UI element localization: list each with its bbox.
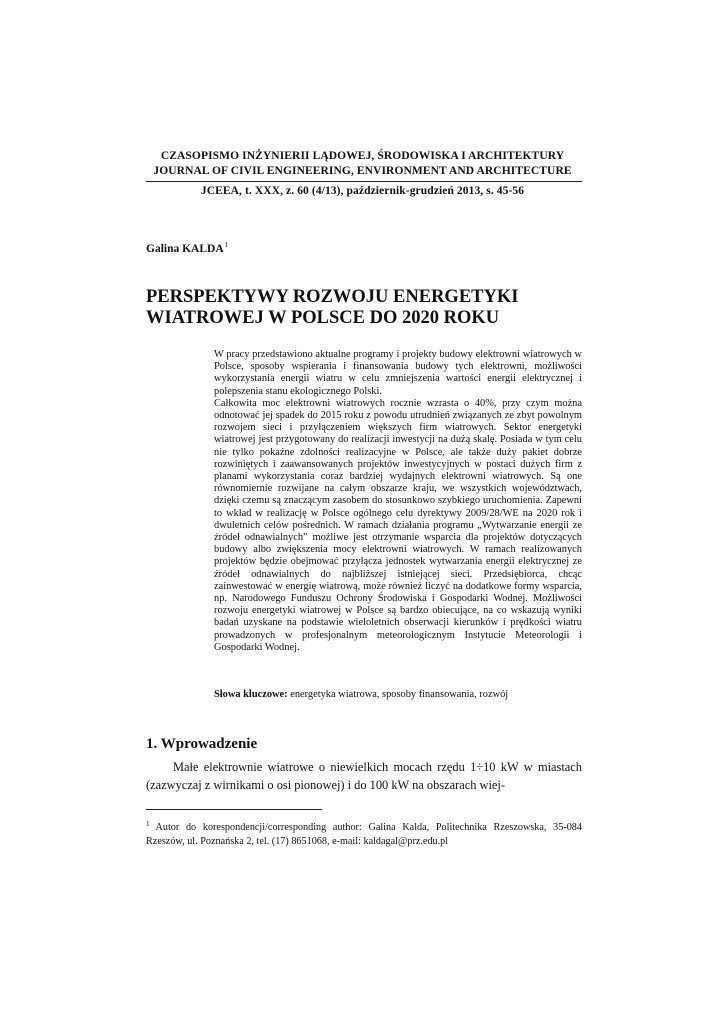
section-heading: 1. Wprowadzenie: [146, 736, 258, 752]
title-line-1: PERSPEKTYWY ROZWOJU ENERGETYKI: [146, 287, 519, 307]
journal-citation: JCEEA, t. XXX, z. 60 (4/13), październik-grudzień 2013, s. 45-56: [200, 185, 525, 197]
keywords: [214, 689, 584, 700]
keywords-label: Słowa kluczowe:: [214, 689, 288, 700]
footnote-rule: [146, 809, 322, 810]
abstract: [214, 349, 582, 654]
footnote-text: Autor do korespondencji/corresponding author: Galina Kalda, Politechnika Rzeszowska, 35-084 Rzeszów, ul. Poznańska 2, tel. (17) 8651068, e-mail: kaldagal@prz.edu.pl: [146, 822, 582, 847]
journal-name-polish: CZASOPISMO INŻYNIERII LĄDOWEJ, ŚRODOWISKA I ARCHITEKTURY: [160, 150, 565, 162]
title-line-2: WIATROWEJ W POLSCE DO 2020 ROKU: [146, 308, 500, 328]
journal-name-english: JOURNAL OF CIVIL ENGINEERING, ENVIRONMENT AND ARCHITECTURE: [153, 165, 572, 177]
abstract-paragraph-2: Całkowita moc elektrowni wiatrowych rocznie wzrasta o 40%, przy czym można odnotować jej spadek do 2015 roku z powodu utrudnień związanych ze zbyt powolnym rozwojem sieci i przyłączeniem większych firm wiatrowych. Sektor energetyki wiatrowej jest przygotowany do realizacji inwestycji na dużą skalę. Posiada w tym celu nie tylko pokaźne zdolności realizacyjne w Polsce, ale także duży pakiet dobrze rozwiniętych i zaawansowanych projektów inwestycyjnych w postaci dużych firm z planami wykorzystania coraz bardziej wydajnych elektrowni wiatrowych. Są one równomiernie rozwijane na całym obszarze kraju, we wszystkich województwach, dzięki czemu są znaczącym zasobem do stosunkowo szybkiego uruchomienia. Zapewni to wkład w realizację w Polsce ogólnego celu dyrektywy 2009/28/WE na 2020 rok i dwuletnich celów pośrednich. W ramach działania programu „Wytwarzanie energii ze źródeł odnawialnych” możliwe jest otrzymanie wsparcia dla projektów dotyczących budowy albo zwiększenia mocy elektrowni wiatrowych. W ramach realizowanych projektów będzie obejmować przyłącza jednostek wytwarzania energii elektrycznej ze źródeł odnawialnych do najbliższej istniejącej sieci. Przedsiębiorca, chcąc zainwestować w energię wiatrową, może również liczyć na dodatkowe formy wsparcia, np. Narodowego Funduszu Ochrony Środowiska i Gospodarki Wodnej. Możliwości rozwoju energetyki wiatrowej w Polsce są bardzo obiecujące, na co wskazują wyniki badań uzyskane na podstawie wieloletnich obserwacji kierunków i prędkości wiatru prowadzonych w profesjonalnym meteorologicznym Instytucie Meteorologii i Gospodarki Wodnej.: [214, 397, 582, 653]
section-body-text: Małe elektrownie wiatrowe o niewielkich mocach rzędu 1÷10 kW w miastach (zazwyczaj z wirnikami o osi pionowej) i do 100 kW na obszarach wiej-: [146, 760, 582, 792]
header-rule: [146, 181, 582, 182]
paper-title: [146, 287, 586, 329]
footnote-mark: 1: [146, 820, 150, 828]
abstract-paragraph-1: W pracy przedstawiono aktualne programy i projekty budowy elektrowni wiatrowych w Polsce, sposoby wspierania i finansowania budowy tych elektrowni, możliwości wykorzystania energii wiatru w celu zmniejszenia wartości energii elektrycznej i polepszenia stanu ekologicznego Polski.: [214, 349, 582, 397]
keywords-text: energetyka wiatrowa, sposoby finansowania, rozwój: [287, 689, 509, 700]
author-block: [146, 241, 228, 255]
footnote: [146, 818, 582, 848]
author-name: Galina KALDA: [146, 243, 224, 255]
author-footnote-mark: 1: [224, 241, 229, 249]
